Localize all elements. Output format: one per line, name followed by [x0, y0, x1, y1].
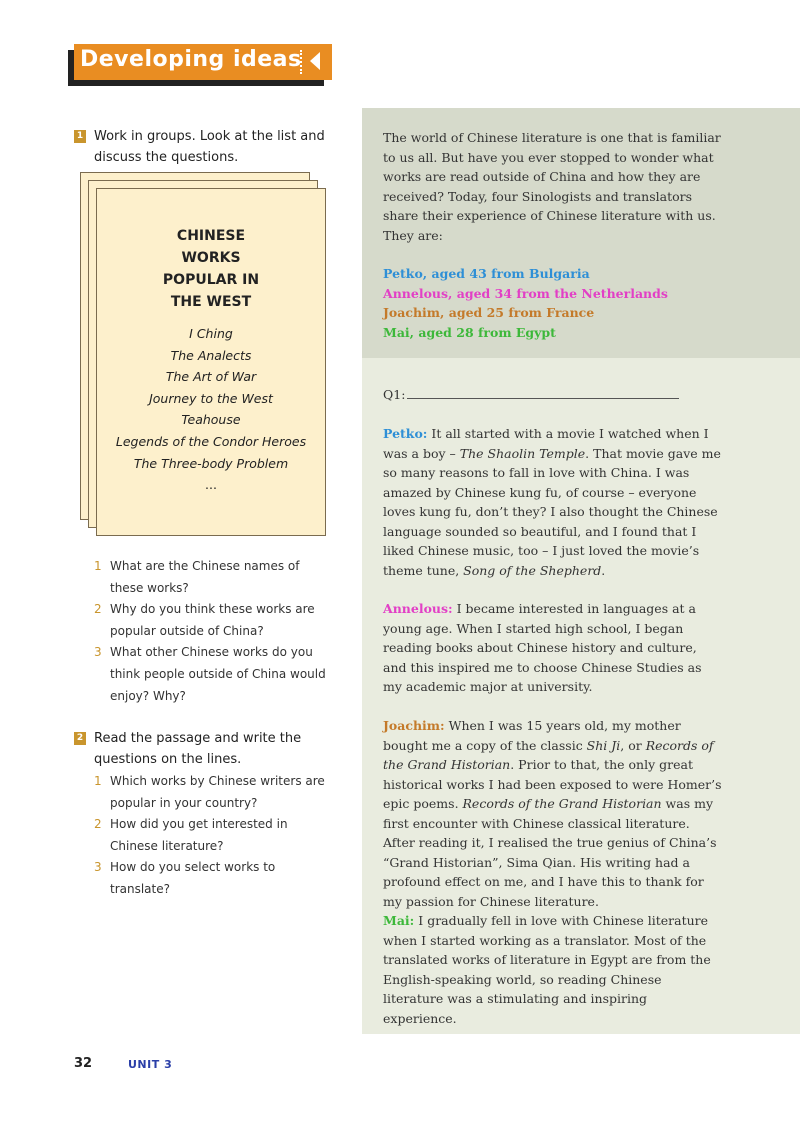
question-text: How did you get interested in Chinese literature?: [110, 817, 288, 853]
title-italic: Shi Ji: [586, 737, 621, 753]
title-italic: Records of the Grand Historian: [383, 737, 714, 772]
person-joachim: Joachim, aged 25 from France: [383, 305, 595, 320]
work-item: The Analects: [170, 347, 252, 363]
q1-input-line[interactable]: [407, 386, 679, 399]
question-number: 2: [94, 817, 102, 832]
text-run: I gradually fell in love with Chinese literature when I started working as a translator. Most of the translated works of literature in Egypt are from the English-speaking world, so reading Chinese literature was a stimulating and inspiring experience.: [383, 913, 711, 1026]
works-list: [97, 323, 325, 496]
person-annelous: Annelous, aged 34 from the Netherlands: [383, 285, 668, 301]
question-text: Why do you think these works are popular outside of China?: [110, 602, 315, 638]
speaker-joachim: Joachim:: [383, 718, 445, 733]
text-run: .: [601, 562, 606, 578]
work-item: The Art of War: [165, 369, 257, 385]
text-run: . Prior to that, the only great historical works I had been exposed to were Homer’s epic poems.: [383, 757, 722, 811]
question-number: 3: [94, 860, 102, 875]
work-item: The Three-body Problem: [133, 455, 289, 471]
annelous-paragraph: [383, 599, 723, 697]
question-text: What other Chinese works do you think people outside of China would enjoy? Why?: [110, 645, 326, 703]
work-item: Journey to the West: [149, 390, 273, 406]
question-item: [94, 556, 334, 599]
task-number-badge: 2: [74, 732, 86, 745]
text-run: I became interested in languages at a young age. When I started high school, I began reading books about Chinese history and culture, and this inspired me to choose Chinese Studies as my academic major at university.: [383, 601, 702, 694]
question-text: What are the Chinese names of these works?: [110, 559, 300, 595]
task-2-questions: [94, 771, 334, 901]
section-banner: [74, 44, 332, 80]
question-number: 1: [94, 774, 102, 788]
work-item-ellipsis: ...: [205, 477, 217, 493]
question-item: [94, 771, 334, 814]
text-run: . That movie gave me so many reasons to fall in love with China. I was amazed by Chinese kung fu, of course – everyone loves kung fu, don’t they? I also thought the Chinese language sounded so beautiful, and I found that I liked Chinese music, too – I just loved the movie’s theme tune,: [383, 445, 721, 578]
intro-panel: [362, 108, 800, 358]
question-item: [94, 599, 334, 642]
title-italic: Song of the Shepherd: [463, 562, 602, 578]
question-item: [94, 642, 334, 707]
works-card: [96, 188, 326, 536]
text-run: , or: [620, 737, 646, 753]
person-petko: Petko, aged 43 from Bulgaria: [383, 266, 590, 281]
card-title: [97, 225, 325, 313]
work-item: Legends of the Condor Heroes: [115, 433, 307, 449]
section-title: Developing ideas: [80, 47, 302, 72]
question-number: 3: [94, 645, 102, 660]
joachim-paragraph: [383, 716, 723, 911]
text-run: When I was 15 years old, my mother bought me a copy of the classic: [383, 718, 681, 753]
work-item: I Ching: [189, 326, 233, 341]
question-text: How do you select works to translate?: [110, 860, 276, 896]
mai-paragraph: [383, 911, 723, 1028]
question-item: [94, 814, 334, 857]
petko-paragraph: [383, 424, 723, 580]
speaker-annelous: Annelous:: [383, 601, 453, 616]
task-2-instruction: Read the passage and write the questions on the lines.: [94, 731, 302, 767]
task-1-questions: [94, 556, 334, 707]
question-text: Which works by Chinese writers are popular in your country?: [110, 774, 325, 810]
banner-divider: [300, 50, 302, 74]
unit-label: UNIT 3: [128, 1058, 173, 1071]
text-run: It all started with a movie I watched when I was a boy –: [383, 426, 709, 461]
q1-answer-line: [383, 385, 693, 405]
title-italic: Records of the Grand Historian: [462, 796, 662, 811]
work-item: Teahouse: [181, 412, 241, 428]
task-1-instruction: Work in groups. Look at the list and discuss the questions.: [94, 129, 325, 165]
question-number: 2: [94, 602, 102, 617]
speaker-mai: Mai:: [383, 913, 415, 928]
triangle-left-icon: [310, 52, 320, 70]
page-number: 32: [74, 1056, 93, 1071]
card-title-text: CHINESE WORKS POPULAR IN THE WEST: [162, 228, 260, 310]
speaker-petko: Petko:: [383, 426, 428, 441]
question-number: 1: [94, 559, 102, 573]
intro-text: The world of Chinese literature is one that is familiar to us all. But have you ever stopped to wonder what works are read outside of China and how they are received? Today, four Sinologists and translators share their experience of Chinese literature with us. They are:: [383, 130, 721, 243]
passage-panel: [362, 358, 800, 1034]
people-list: [383, 264, 723, 342]
task-number-badge: 1: [74, 130, 86, 143]
q1-label: Q1:: [383, 387, 406, 402]
title-italic: The Shaolin Temple: [459, 445, 586, 461]
text-run: was my first encounter with Chinese classical literature. After reading it, I realised the true genius of China’s “Grand Historian”, Sima Qian. His writing had a profound effect on me, and I have this to thank for my passion for Chinese literature.: [383, 796, 717, 909]
person-mai: Mai, aged 28 from Egypt: [383, 324, 556, 340]
question-item: [94, 857, 334, 900]
